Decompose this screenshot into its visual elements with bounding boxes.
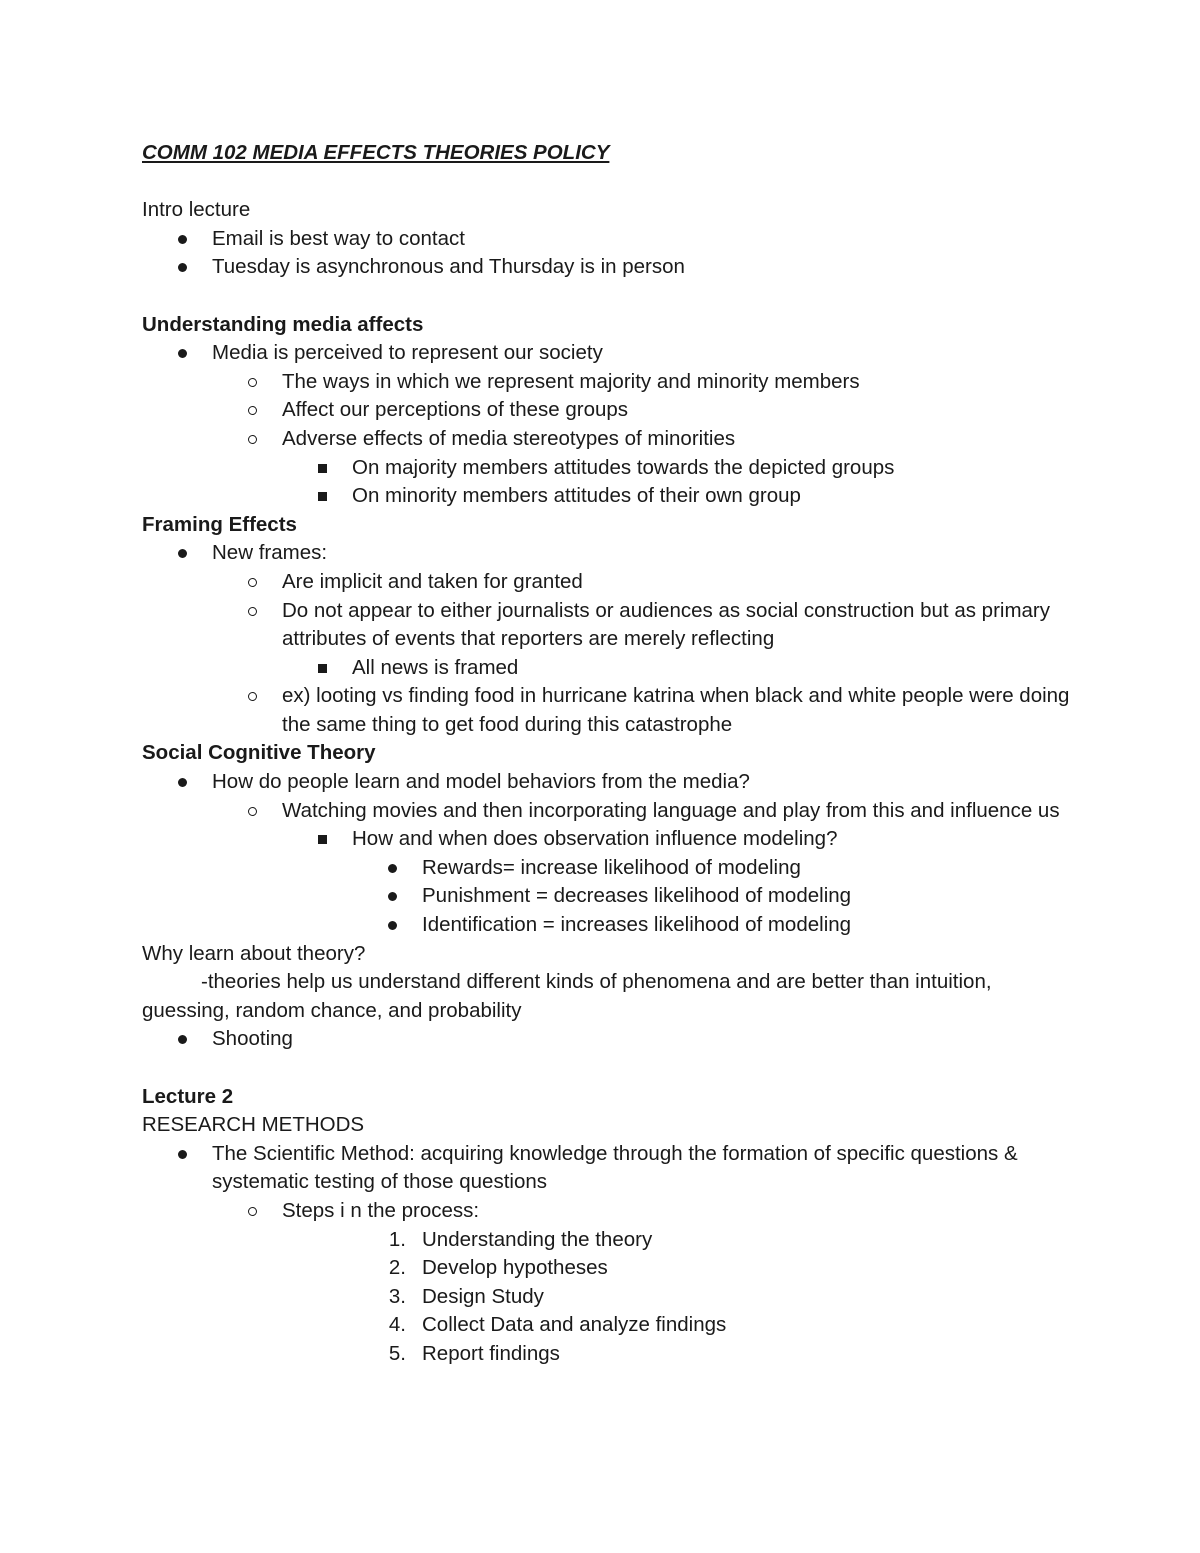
list-item-text: Adverse effects of media stereotypes of minorities	[282, 426, 736, 450]
list-number: 4.	[388, 1313, 406, 1337]
nested-list	[282, 654, 1082, 683]
list-item-text: Develop hypotheses	[422, 1256, 608, 1280]
section-heading-social: Social Cognitive Theory	[142, 741, 376, 765]
list-item-text: Email is best way to contact	[212, 226, 465, 250]
why-paragraph-continued: guessing, random chance, and probability	[142, 998, 522, 1022]
list-item-text: Report findings	[422, 1341, 560, 1365]
list-item-text: Rewards= increase likelihood of modeling	[422, 855, 801, 879]
list-item-text: All news is framed	[352, 655, 519, 679]
bullet-circle-icon	[248, 1197, 268, 1226]
list-item-text: Affect our perceptions of these groups	[282, 398, 629, 422]
bullet-disc-icon	[178, 225, 198, 254]
list-item	[142, 253, 1082, 282]
list-number: 2.	[388, 1256, 406, 1280]
list-item	[282, 454, 1082, 483]
intro-label: Intro lecture	[142, 198, 251, 222]
bullet-circle-icon	[248, 425, 268, 454]
list-item	[212, 368, 1082, 397]
nested-list	[352, 854, 1082, 940]
list-item-text: Media is perceived to represent our society	[212, 341, 603, 365]
numbered-item	[352, 1340, 1082, 1369]
bullet-square-icon	[318, 825, 338, 854]
list-item-text: Collect Data and analyze findings	[422, 1313, 727, 1337]
numbered-item	[352, 1283, 1082, 1312]
bullet-disc-icon	[388, 882, 408, 911]
list-item	[142, 768, 1082, 797]
nested-list	[212, 797, 1082, 940]
list-item-text: On minority members attitudes of their own group	[352, 484, 801, 508]
list-number: 1.	[388, 1227, 406, 1251]
bullet-disc-icon	[178, 253, 198, 282]
spacer	[142, 1054, 1082, 1083]
bullet-square-icon	[318, 482, 338, 511]
list-item-text: Understanding the theory	[422, 1227, 653, 1251]
why-paragraph: -theories help us understand different kinds of phenomena and are better than intuition,	[201, 970, 992, 994]
list-item-text: How and when does observation influence modeling?	[352, 827, 838, 851]
list-item	[142, 539, 1082, 568]
list-item-text: How do people learn and model behaviors from the media?	[212, 770, 750, 794]
list-item	[282, 482, 1082, 511]
list-item	[282, 825, 1082, 854]
list-item	[212, 682, 1082, 739]
bullet-square-icon	[318, 454, 338, 483]
list-item-text: Punishment = decreases likelihood of modeling	[422, 884, 852, 908]
spacer	[142, 282, 1082, 311]
list-number: 3.	[388, 1284, 406, 1308]
list-item	[142, 1140, 1082, 1197]
bullet-disc-icon	[388, 854, 408, 883]
list-item	[212, 797, 1082, 826]
bullet-square-icon	[318, 654, 338, 683]
numbered-item	[352, 1254, 1082, 1283]
list-item-text: Shooting	[212, 1027, 293, 1051]
list-item-text: Steps i n the process:	[282, 1198, 480, 1222]
list-item	[212, 597, 1082, 654]
why-label: Why learn about theory?	[142, 941, 366, 965]
bullet-disc-icon	[178, 539, 198, 568]
bullet-disc-icon	[178, 1140, 198, 1169]
list-item-text: The Scientific Method: acquiring knowledge through the formation of specific questions & systematic testing of those questions	[212, 1141, 1018, 1194]
bullet-circle-icon	[248, 597, 268, 626]
document-body	[142, 139, 1082, 1369]
numbered-list	[352, 1226, 1082, 1369]
list-item-text: Design Study	[422, 1284, 544, 1308]
list-item-text: Identification = increases likelihood of modeling	[422, 913, 852, 937]
bullet-circle-icon	[248, 797, 268, 826]
nested-list	[212, 568, 1082, 740]
list-item-text: Tuesday is asynchronous and Thursday is in person	[212, 255, 685, 279]
section-heading-framing: Framing Effects	[142, 512, 297, 536]
bullet-circle-icon	[248, 568, 268, 597]
list-item	[142, 1025, 1082, 1054]
list-item-text: On majority members attitudes towards the depicted groups	[352, 455, 895, 479]
list-item	[352, 911, 1082, 940]
bullet-disc-icon	[178, 1025, 198, 1054]
section-heading-lecture2: Lecture 2	[142, 1084, 234, 1108]
bullet-disc-icon	[388, 911, 408, 940]
bullet-disc-icon	[178, 768, 198, 797]
list-item-text: Watching movies and then incorporating language and play from this and influence us	[282, 798, 1060, 822]
list-item-text: New frames:	[212, 541, 328, 565]
document-title: COMM 102 MEDIA EFFECTS THEORIES POLICY	[142, 141, 610, 164]
nested-list	[282, 825, 1082, 939]
list-item	[212, 568, 1082, 597]
section-subheading-research: RESEARCH METHODS	[142, 1113, 365, 1137]
bullet-circle-icon	[248, 396, 268, 425]
nested-list	[212, 1197, 1082, 1369]
list-item	[212, 1197, 1082, 1226]
list-item-text: ex) looting vs finding food in hurricane katrina when black and white people were doing the same thing to get food during this catastrophe	[282, 684, 1070, 736]
section-heading-understanding: Understanding media affects	[142, 312, 424, 336]
intro-list	[142, 225, 1082, 282]
list-item	[142, 225, 1082, 254]
numbered-item	[352, 1226, 1082, 1255]
bullet-circle-icon	[248, 682, 268, 711]
list-item-text: The ways in which we represent majority and minority members	[282, 369, 860, 393]
list-item	[352, 882, 1082, 911]
list-item	[212, 425, 1082, 454]
list-item-text: Do not appear to either journalists or audiences as social construction but as primary attributes of events that reporters are merely reflecting	[282, 598, 1051, 651]
list-item	[352, 854, 1082, 883]
bullet-circle-icon	[248, 368, 268, 397]
bullet-disc-icon	[178, 339, 198, 368]
list-item	[142, 339, 1082, 368]
list-item	[282, 654, 1082, 683]
list-item	[212, 396, 1082, 425]
list-item-text: Are implicit and taken for granted	[282, 569, 583, 593]
nested-list	[282, 454, 1082, 511]
list-number: 5.	[388, 1341, 406, 1365]
nested-list	[212, 368, 1082, 511]
numbered-item	[352, 1311, 1082, 1340]
